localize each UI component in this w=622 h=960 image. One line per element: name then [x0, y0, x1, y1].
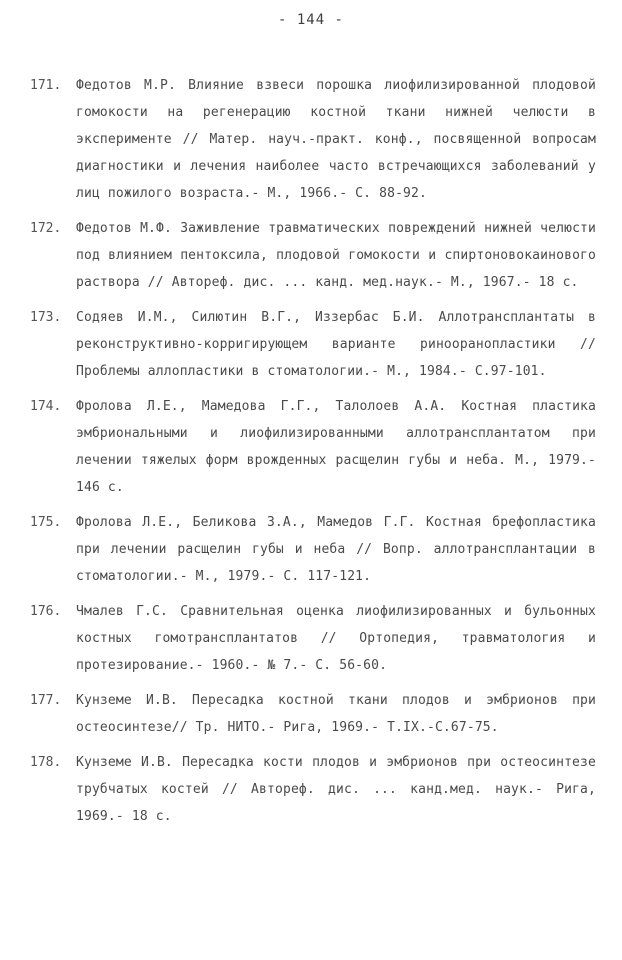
bibliography-entry [30, 687, 596, 741]
bibliography-list [30, 72, 596, 838]
entry-number: 173. [30, 310, 62, 325]
entry-text: Федотов М.Ф. Заживление травматических повреждений нижней челюсти под влиянием пентоксила, плодовой гомокости и спиртоновокаинового раствора // Автореф. дис. ... канд. мед.наук.- М., 1967.- 18 с. [76, 221, 596, 290]
bibliography-entry [30, 598, 596, 679]
bibliography-entry [30, 215, 596, 296]
entry-number: 177. [30, 693, 62, 708]
entry-text: Федотов М.Р. Влияние взвеси порошка лиофилизированной плодовой гомокости на регенерацию костной ткани нижней челюсти в эксперименте // Матер. науч.-практ. конф., посвященной вопросам диагностики и лечения наиболее часто встречающихся заболеваний у лиц пожилого возраста.- М., 1966.- С. 88-92. [76, 78, 596, 201]
entry-number: 176. [30, 604, 62, 619]
page-number: - 144 - [277, 12, 344, 28]
entry-number: 174. [30, 399, 62, 414]
bibliography-entry [30, 304, 596, 385]
bibliography-entry [30, 72, 596, 207]
entry-number: 171. [30, 78, 62, 93]
entry-text: Кунземе И.В. Пересадка костной ткани плодов и эмбрионов при остеосинтезе// Тр. НИТО.- Рига, 1969.- Т.IX.-С.67-75. [76, 693, 596, 735]
entry-text: Содяев И.М., Силютин В.Г., Иззербас Б.И. Аллотрансплантаты в реконструктивно-корригирующем варианте ринооранопластики // Проблемы аллопластики в стоматологии.- М., 1984.- С.97-101. [76, 310, 596, 379]
entry-text: Фролова Л.Е., Беликова З.А., Мамедов Г.Г. Костная брефопластика при лечении расщелин губы и неба // Вопр. аллотрансплантации в стоматологии.- М., 1979.- С. 117-121. [76, 515, 596, 584]
entry-number: 175. [30, 515, 62, 530]
entry-text: Фролова Л.Е., Мамедова Г.Г., Талолоев А.А. Костная пластика эмбриональными и лиофилизированными аллотрансплантатом при лечении тяжелых форм врожденных расщелин губы и неба. М., 1979.- 146 с. [76, 399, 596, 495]
entry-number: 172. [30, 221, 62, 236]
entry-text: Чмалев Г.С. Сравнительная оценка лиофилизированных и бульонных костных гомотрансплантатов // Ортопедия, травматология и протезирование.- 1960.- № 7.- С. 56-60. [76, 604, 596, 673]
bibliography-entry [30, 393, 596, 501]
bibliography-entry [30, 509, 596, 590]
entry-text: Кунземе И.В. Пересадка кости плодов и эмбрионов при остеосинтезе трубчатых костей // Автореф. дис. ... канд.мед. наук.- Рига, 1969.- 18 с. [76, 755, 596, 824]
bibliography-entry [30, 749, 596, 830]
entry-number: 178. [30, 755, 62, 770]
